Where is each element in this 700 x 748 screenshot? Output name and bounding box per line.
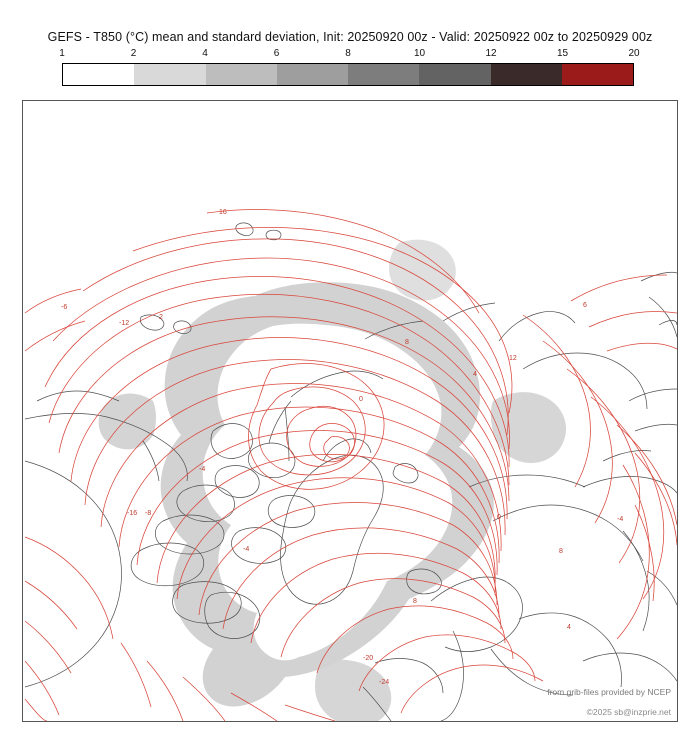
colorbar-band: [562, 64, 633, 85]
colorbar-tick: 15: [556, 48, 569, 59]
colorbar-gradient: [62, 63, 634, 86]
colorbar-tick: 20: [628, 48, 640, 59]
colorbar-tick: 12: [485, 48, 497, 59]
contour-label: -16: [127, 510, 138, 517]
colorbar: [59, 48, 640, 90]
contour-label: 4: [473, 371, 477, 378]
contour-label: -12: [119, 320, 130, 327]
contour-label: 2: [159, 314, 163, 321]
colorbar-band: [419, 64, 490, 85]
contour-label: -4: [243, 546, 250, 553]
contour-label: 12: [509, 355, 517, 362]
contour-label: -6: [61, 304, 68, 311]
contour-label: 0: [359, 396, 363, 403]
chart-title: GEFS - T850 (°C) mean and standard deviation, Init: 20250920 00z - Valid: 20250922 00z to 20250929 00z: [47, 30, 653, 44]
contour-label: -4: [617, 516, 624, 523]
contour-label: 6: [583, 302, 587, 309]
contour-label: -24: [379, 679, 390, 686]
colorbar-tick: 1: [59, 48, 65, 59]
contour-label: 4: [567, 624, 571, 631]
contour-label: -4: [199, 466, 206, 473]
contour-label: 8: [413, 598, 417, 605]
source-credit: from grib-files provided by NCEP: [547, 687, 671, 697]
colorbar-band: [277, 64, 348, 85]
colorbar-tick: 8: [345, 48, 351, 59]
contour-label: 8: [405, 339, 409, 346]
map-panel[interactable]: [22, 100, 678, 722]
colorbar-band: [63, 64, 134, 85]
copyright-credit: ©2025 sb@inzprie.net: [586, 707, 671, 717]
contour-label: -20: [363, 655, 374, 662]
colorbar-tick: 10: [413, 48, 426, 59]
colorbar-tick: 4: [202, 48, 208, 59]
contour-label: 0: [497, 514, 501, 521]
contour-label: -8: [145, 510, 152, 517]
map-svg: [23, 101, 677, 721]
contour-label: 8: [559, 548, 563, 555]
contour-label: 16: [219, 209, 227, 216]
stddev-shading: [99, 240, 566, 721]
colorbar-band: [134, 64, 205, 85]
colorbar-band: [348, 64, 419, 85]
colorbar-band: [491, 64, 562, 85]
colorbar-band: [206, 64, 277, 85]
colorbar-tick: 2: [130, 48, 137, 59]
colorbar-tick-labels: [59, 48, 640, 62]
colorbar-tick: 6: [273, 48, 280, 59]
